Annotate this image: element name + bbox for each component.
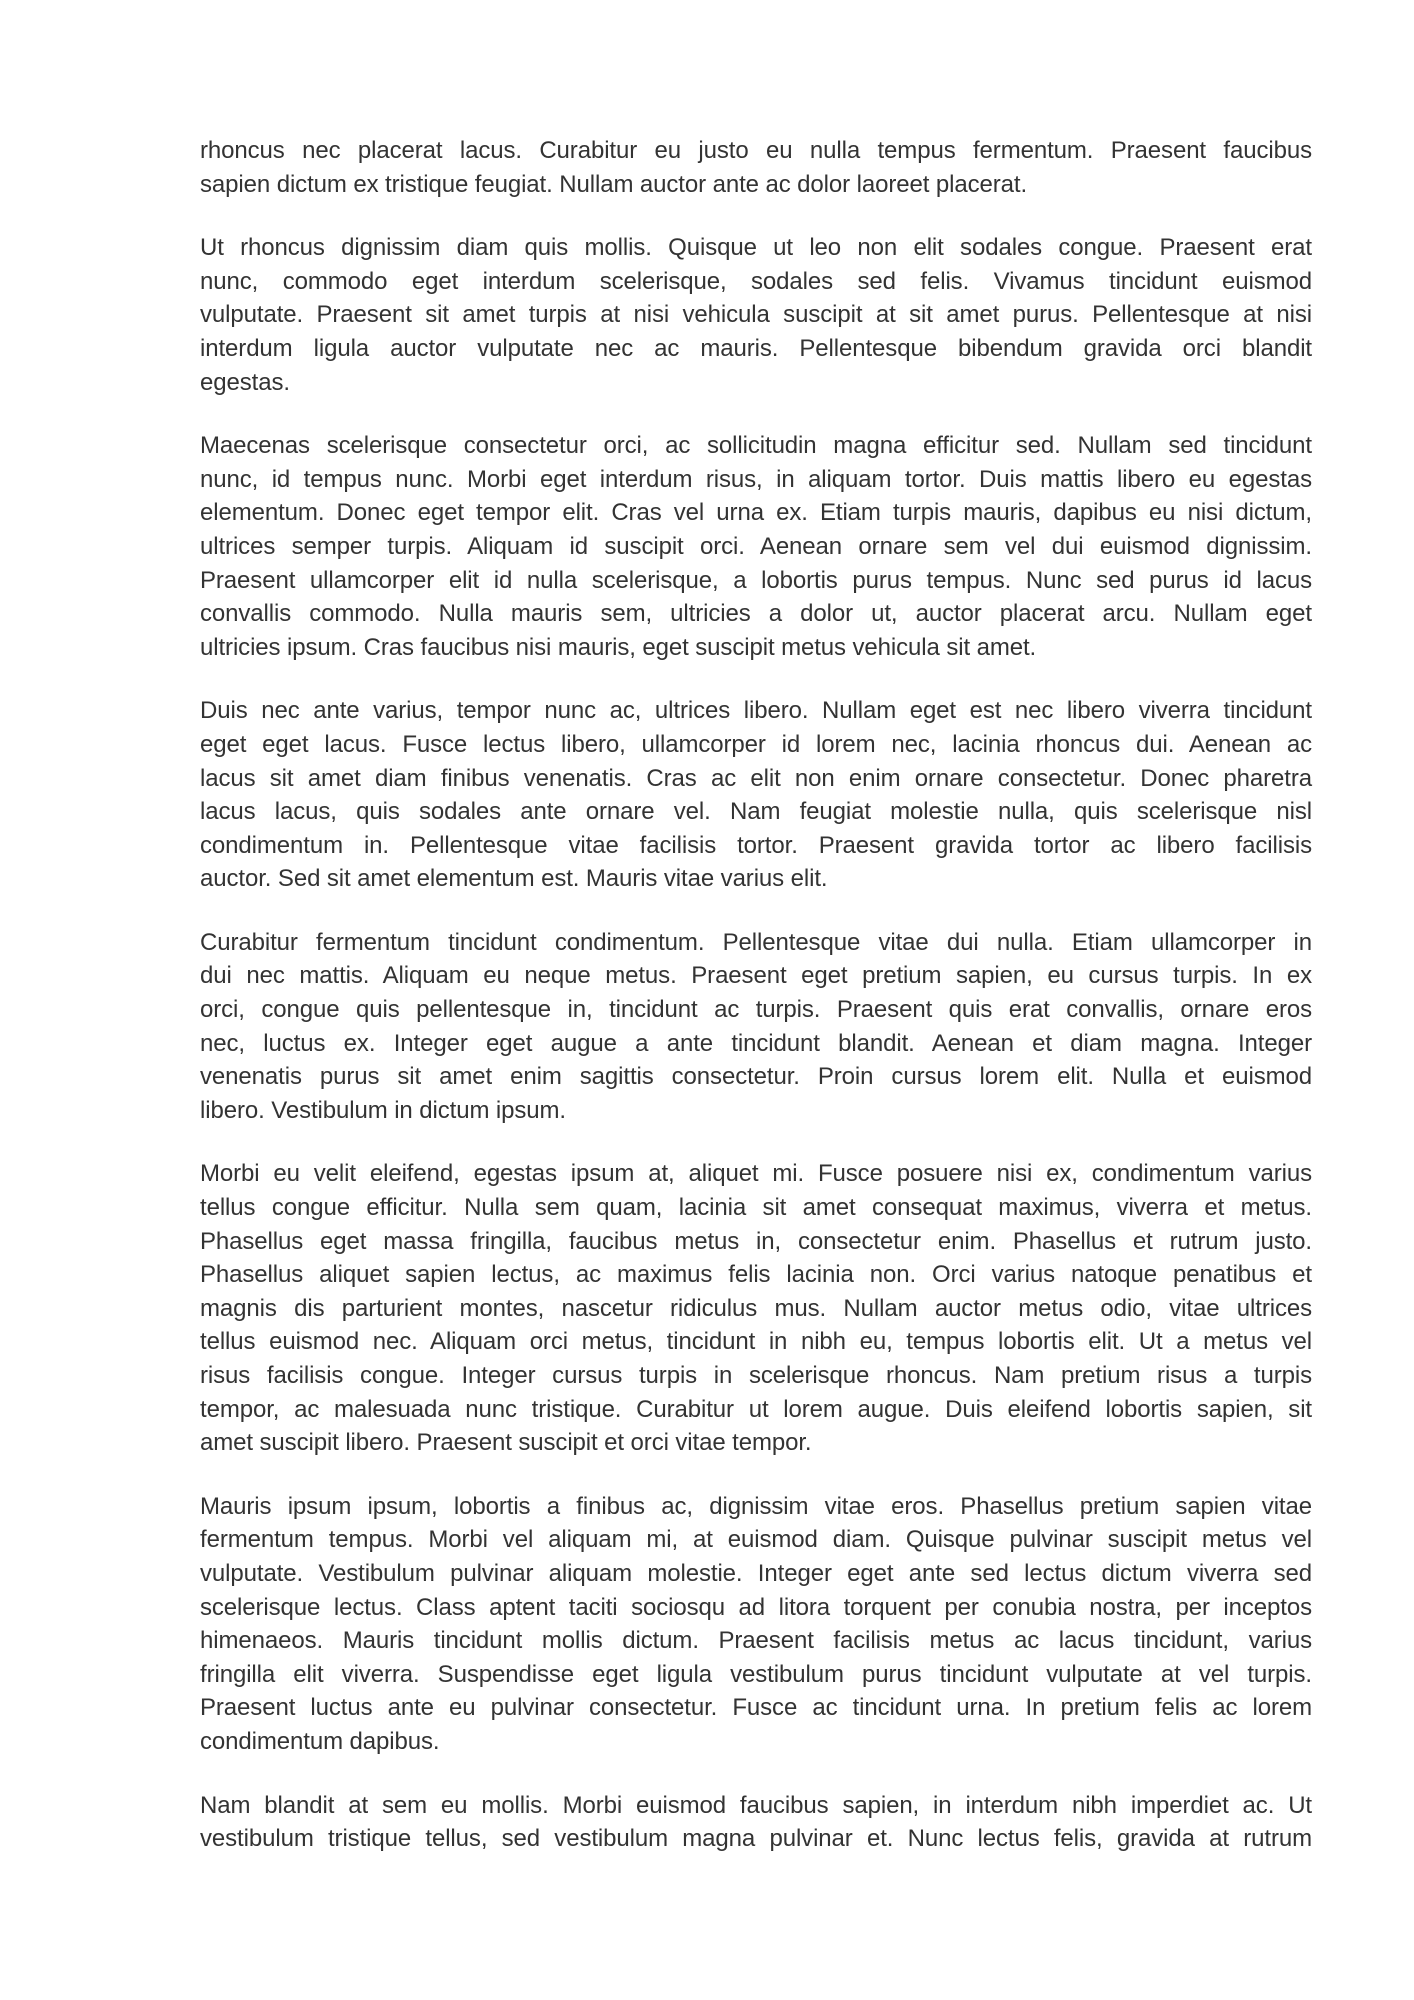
text-line: lacus sit amet diam finibus venenatis. Cras ac elit non enim ornare consectetur. Donec pharetra	[200, 764, 1312, 792]
paragraph	[200, 231, 1312, 399]
text-line: Praesent luctus ante eu pulvinar consectetur. Fusce ac tincidunt urna. In pretium felis ac lorem	[200, 1694, 1312, 1722]
text-line: libero. Vestibulum in dictum ipsum.	[200, 1096, 566, 1124]
paragraph	[200, 1157, 1312, 1459]
text-line: condimentum dapibus.	[200, 1727, 440, 1755]
text-line: tempor, ac malesuada nunc tristique. Curabitur ut lorem augue. Duis eleifend lobortis sapien, sit	[200, 1395, 1312, 1423]
text-line: Morbi eu velit eleifend, egestas ipsum at, aliquet mi. Fusce posuere nisi ex, condimentum varius	[200, 1160, 1312, 1188]
text-column	[200, 134, 1312, 1886]
text-line: convallis commodo. Nulla mauris sem, ultricies a dolor ut, auctor placerat arcu. Nullam eget	[200, 600, 1312, 628]
text-line: lacus lacus, quis sodales ante ornare vel. Nam feugiat molestie nulla, quis scelerisque nisl	[200, 798, 1312, 826]
paragraph	[200, 694, 1312, 896]
text-line: Ut rhoncus dignissim diam quis mollis. Quisque ut leo non elit sodales congue. Praesent erat	[200, 234, 1312, 262]
text-line: tellus euismod nec. Aliquam orci metus, tincidunt in nibh eu, tempus lobortis elit. Ut a metus vel	[200, 1328, 1312, 1356]
text-line: ultricies ipsum. Cras faucibus nisi mauris, eget suscipit metus vehicula sit amet.	[200, 633, 1037, 661]
text-line: venenatis purus sit amet enim sagittis consectetur. Proin cursus lorem elit. Nulla et euismod	[200, 1063, 1312, 1091]
text-line: dui nec mattis. Aliquam eu neque metus. Praesent eget pretium sapien, eu cursus turpis. In ex	[200, 962, 1312, 990]
text-line: vulputate. Praesent sit amet turpis at nisi vehicula suscipit at sit amet purus. Pellentesque at nisi	[200, 301, 1312, 329]
text-line: Phasellus eget massa fringilla, faucibus metus in, consectetur enim. Phasellus et rutrum justo.	[200, 1227, 1312, 1255]
text-line: sapien dictum ex tristique feugiat. Nullam auctor ante ac dolor laoreet placerat.	[200, 170, 1028, 198]
text-line: fermentum tempus. Morbi vel aliquam mi, at euismod diam. Quisque pulvinar suscipit metus vel	[200, 1526, 1312, 1554]
text-line: egestas.	[200, 368, 290, 396]
text-line: Mauris ipsum ipsum, lobortis a finibus ac, dignissim vitae eros. Phasellus pretium sapien vitae	[200, 1492, 1312, 1520]
text-line: Duis nec ante varius, tempor nunc ac, ultrices libero. Nullam eget est nec libero viverra tincidunt	[200, 697, 1312, 725]
text-line: scelerisque lectus. Class aptent taciti sociosqu ad litora torquent per conubia nostra, per inceptos	[200, 1593, 1312, 1621]
text-line: Nam blandit at sem eu mollis. Morbi euismod faucibus sapien, in interdum nibh imperdiet ac. Ut	[200, 1791, 1312, 1819]
text-line: vulputate. Vestibulum pulvinar aliquam molestie. Integer eget ante sed lectus dictum viverra sed	[200, 1559, 1312, 1587]
text-line: himenaeos. Mauris tincidunt mollis dictum. Praesent facilisis metus ac lacus tincidunt, varius	[200, 1627, 1312, 1655]
text-line: magnis dis parturient montes, nascetur ridiculus mus. Nullam auctor metus odio, vitae ultrices	[200, 1294, 1312, 1322]
text-line: vestibulum tristique tellus, sed vestibulum magna pulvinar et. Nunc lectus felis, gravida at rutrum	[200, 1825, 1312, 1853]
paragraph	[200, 1789, 1312, 1856]
text-line: Maecenas scelerisque consectetur orci, ac sollicitudin magna efficitur sed. Nullam sed tincidunt	[200, 432, 1312, 460]
text-line: rhoncus nec placerat lacus. Curabitur eu justo eu nulla tempus fermentum. Praesent faucibus	[200, 137, 1312, 164]
text-line: orci, congue quis pellentesque in, tincidunt ac turpis. Praesent quis erat convallis, ornare eros	[200, 996, 1312, 1024]
paragraph	[200, 926, 1312, 1128]
text-line: auctor. Sed sit amet elementum est. Mauris vitae varius elit.	[200, 865, 828, 893]
text-line: elementum. Donec eget tempor elit. Cras vel urna ex. Etiam turpis mauris, dapibus eu nisi dictum,	[200, 499, 1312, 527]
text-line: Phasellus aliquet sapien lectus, ac maximus felis lacinia non. Orci varius natoque penatibus et	[200, 1261, 1312, 1289]
text-line: Praesent ullamcorper elit id nulla scelerisque, a lobortis purus tempus. Nunc sed purus id lacus	[200, 566, 1312, 594]
text-line: risus facilisis congue. Integer cursus turpis in scelerisque rhoncus. Nam pretium risus a turpis	[200, 1362, 1312, 1389]
paragraph	[200, 134, 1312, 201]
text-line: ultrices semper turpis. Aliquam id suscipit orci. Aenean ornare sem vel dui euismod dignissim.	[200, 532, 1312, 560]
text-line: tellus congue efficitur. Nulla sem quam, lacinia sit amet consequat maximus, viverra et metus.	[200, 1194, 1312, 1222]
text-line: nunc, id tempus nunc. Morbi eget interdum risus, in aliquam tortor. Duis mattis libero eu egestas	[200, 465, 1312, 493]
text-line: amet suscipit libero. Praesent suscipit et orci vitae tempor.	[200, 1429, 812, 1457]
text-line: fringilla elit viverra. Suspendisse eget ligula vestibulum purus tincidunt vulputate at vel turpis.	[200, 1660, 1312, 1688]
text-line: interdum ligula auctor vulputate nec ac mauris. Pellentesque bibendum gravida orci blandit	[200, 334, 1312, 362]
text-line: nec, luctus ex. Integer eget augue a ante tincidunt blandit. Aenean et diam magna. Integer	[200, 1029, 1312, 1057]
paragraph	[200, 1490, 1312, 1759]
text-line: Curabitur fermentum tincidunt condimentum. Pellentesque vitae dui nulla. Etiam ullamcorper in	[200, 928, 1312, 956]
text-line: eget eget lacus. Fusce lectus libero, ullamcorper id lorem nec, lacinia rhoncus dui. Aenean ac	[200, 730, 1312, 758]
text-line: nunc, commodo eget interdum scelerisque, sodales sed felis. Vivamus tincidunt euismod	[200, 267, 1312, 295]
paragraph	[200, 429, 1312, 664]
text-line: condimentum in. Pellentesque vitae facilisis tortor. Praesent gravida tortor ac libero facilisis	[200, 831, 1312, 859]
